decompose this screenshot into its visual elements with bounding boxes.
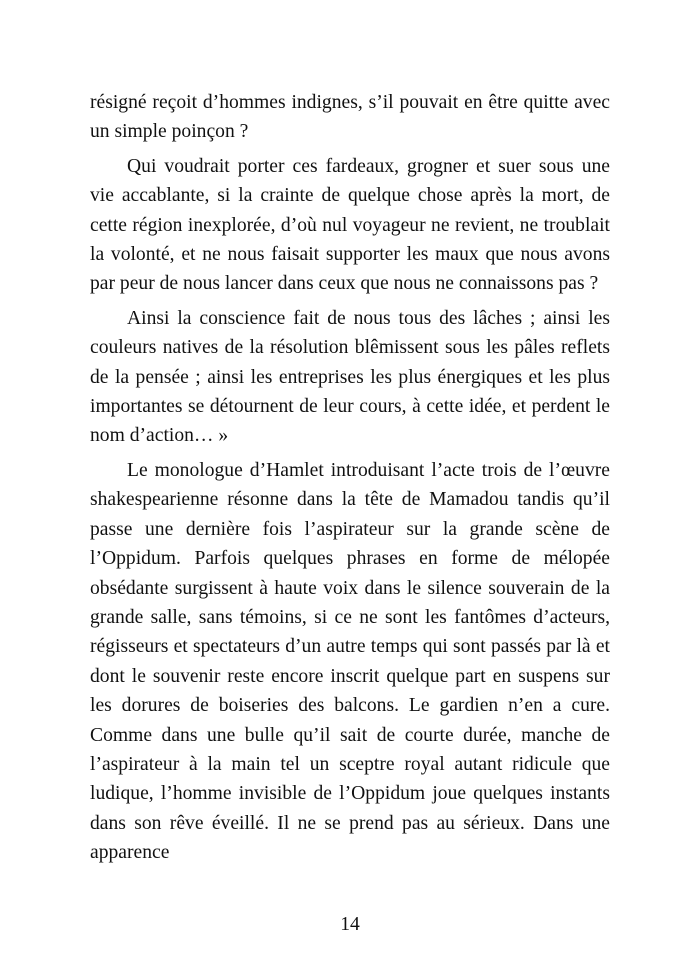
body-text: [90, 88, 610, 873]
page-number: 14: [340, 914, 360, 935]
paragraph: Le monologue d’Hamlet introduisant l’acte trois de l’œuvre shakespearienne résonne dans la tête de Mamadou tandis qu’il passe une dernière fois l’aspirateur sur la grande scène de l’Oppidum. Parfois quelques phrases en forme de mélopée obsédante surgissent à haute voix dans le silence souverain de la grande salle, sans témoins, si ce ne sont les fantômes d’acteurs, régisseurs et spectateurs d’un autre temps qui sont passés par là et dont le souvenir reste encore inscrit quelque part en suspens sur les dorures de boiseries des balcons. Le gardien n’en a cure. Comme dans une bulle qu’il sait de courte durée, manche de l’aspirateur à la main tel un sceptre royal autant ridicule que ludique, l’homme invisible de l’Oppidum joue quelques instants dans son rêve éveillé. Il ne se prend pas au sérieux. Dans une apparence: [90, 459, 610, 864]
paragraph-continuation: résigné reçoit d’hommes indignes, s’il pouvait en être quitte avec un simple poinçon ?: [90, 92, 610, 143]
paragraph: Ainsi la conscience fait de nous tous des lâches ; ainsi les couleurs natives de la résolution blêmissent sous les pâles reflets de la pensée ; ainsi les entreprises les plus énergiques et les plus importantes se détournent de leur cours, à cette idée, et perdent le nom d’action… »: [90, 307, 610, 447]
paragraph: Qui voudrait porter ces fardeaux, grogner et suer sous une vie accablante, si la crainte de quelque chose après la mort, de cette région inexplorée, d’où nul voyageur ne revient, ne troublait la volonté, et ne nous faisait supporter les maux que nous avons par peur de nous lancer dans ceux que nous ne connaissons pas ?: [90, 155, 610, 295]
